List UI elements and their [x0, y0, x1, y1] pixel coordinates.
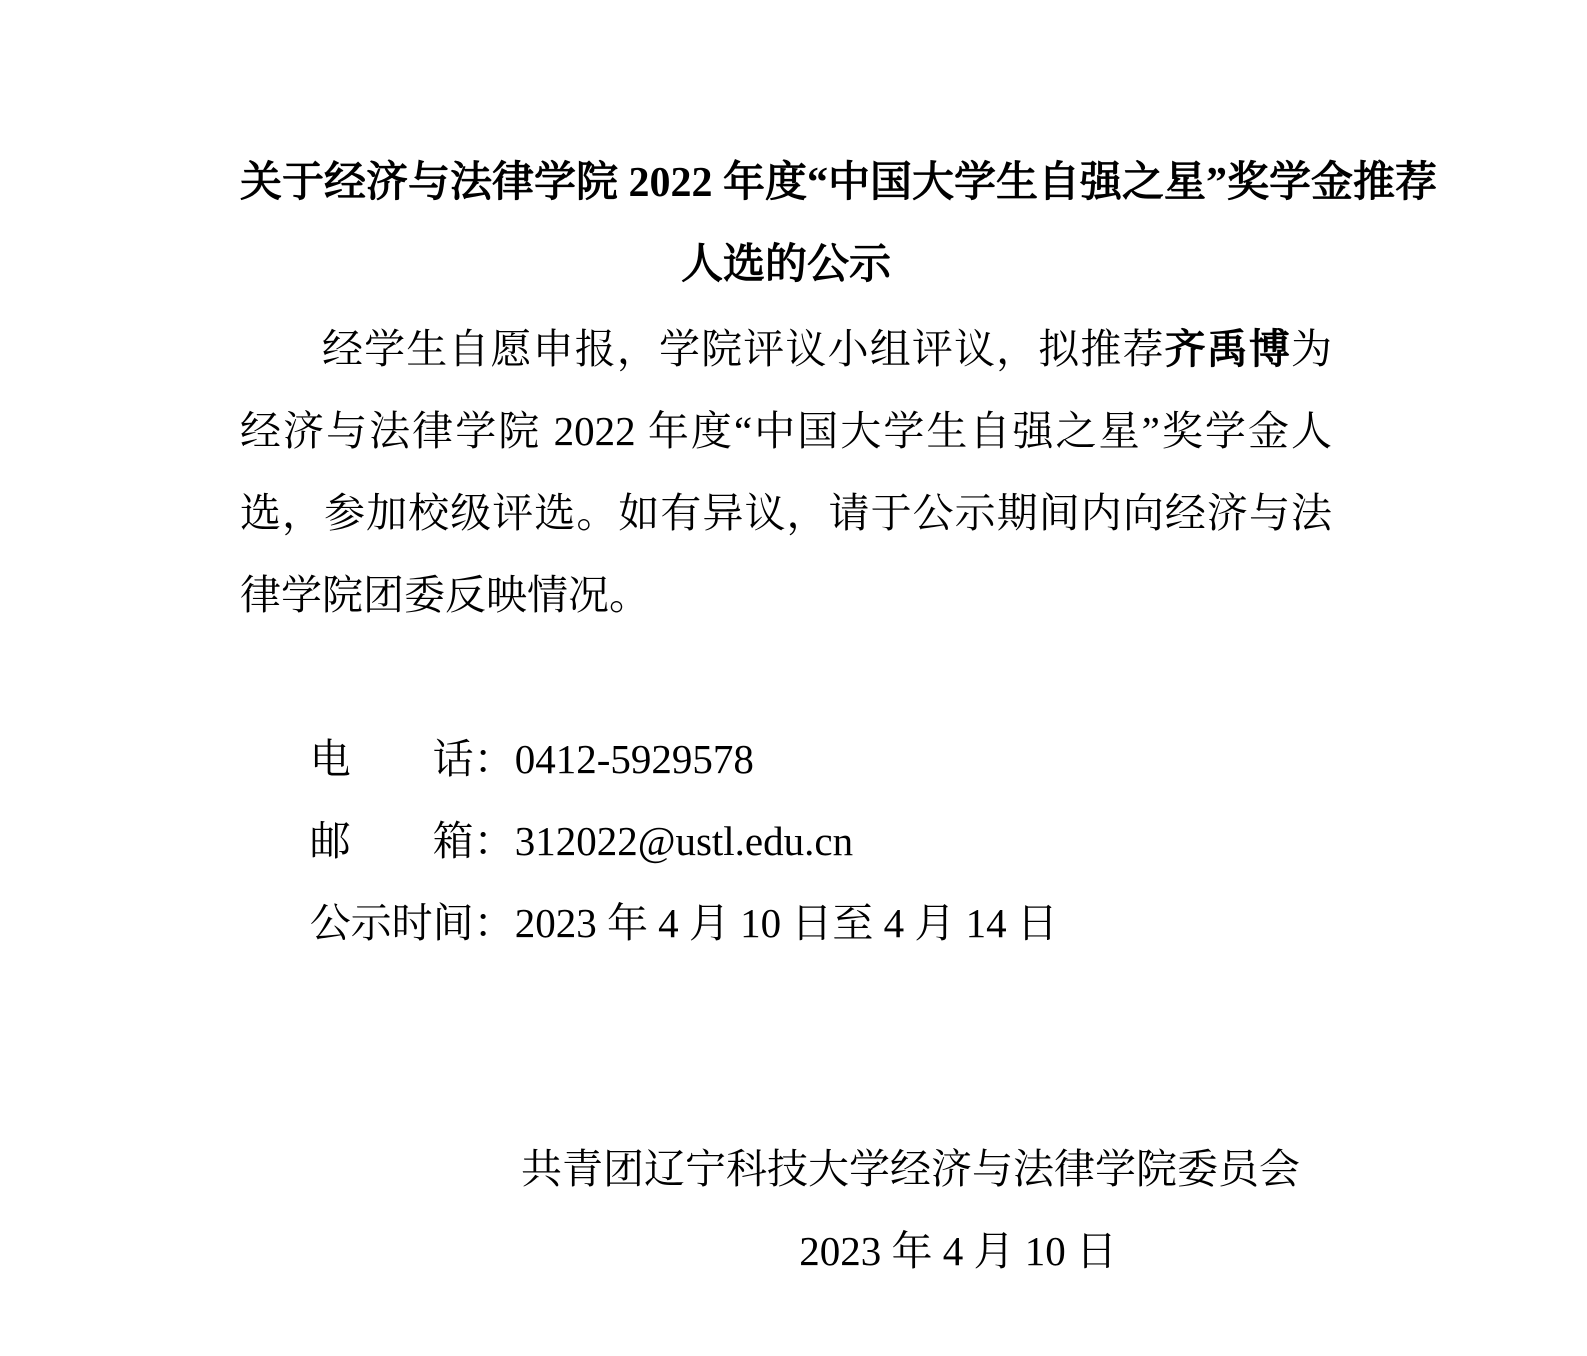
email-label: 邮 箱：: [309, 818, 515, 864]
phone-line: [240, 718, 1332, 800]
body-paragraph: [240, 308, 1332, 636]
signature-block: [240, 1128, 1332, 1292]
contact-block: [240, 718, 1332, 964]
signature-organization: 共青团辽宁科技大学经济与法律学院委员会: [521, 1146, 1300, 1192]
publicity-period-value: 2023 年 4 月 10 日至 4 月 14 日: [514, 900, 1058, 946]
email-line: [240, 800, 1332, 882]
recommended-student-name: 齐禹博: [1164, 326, 1292, 372]
document-title-line-2: 人选的公示: [680, 242, 891, 288]
paragraph-segment-2: 为经济与法律学院 2022 年度“中国大学生自强之星”奖学金人选，参加校级评选。如有异议，请于公示期间内向经济与法律学院团委反映情况。: [240, 326, 1333, 618]
signature-date: 2023 年 4 月 10 日: [799, 1228, 1117, 1274]
phone-value: 0412-5929578: [514, 736, 754, 782]
publicity-period-label: 公示时间：: [309, 900, 515, 946]
document-content: [240, 142, 1438, 1292]
phone-label: 电 话：: [309, 736, 515, 782]
email-value: 312022@ustl.edu.cn: [514, 818, 854, 864]
paragraph-segment-1: 经学生自愿申报，学院评议小组评议，拟推荐: [322, 326, 1165, 372]
publicity-period-line: [240, 882, 1332, 964]
document-title-line-1: 关于经济与法律学院 2022 年度“中国大学生自强之星”奖学金推荐: [240, 160, 1438, 206]
